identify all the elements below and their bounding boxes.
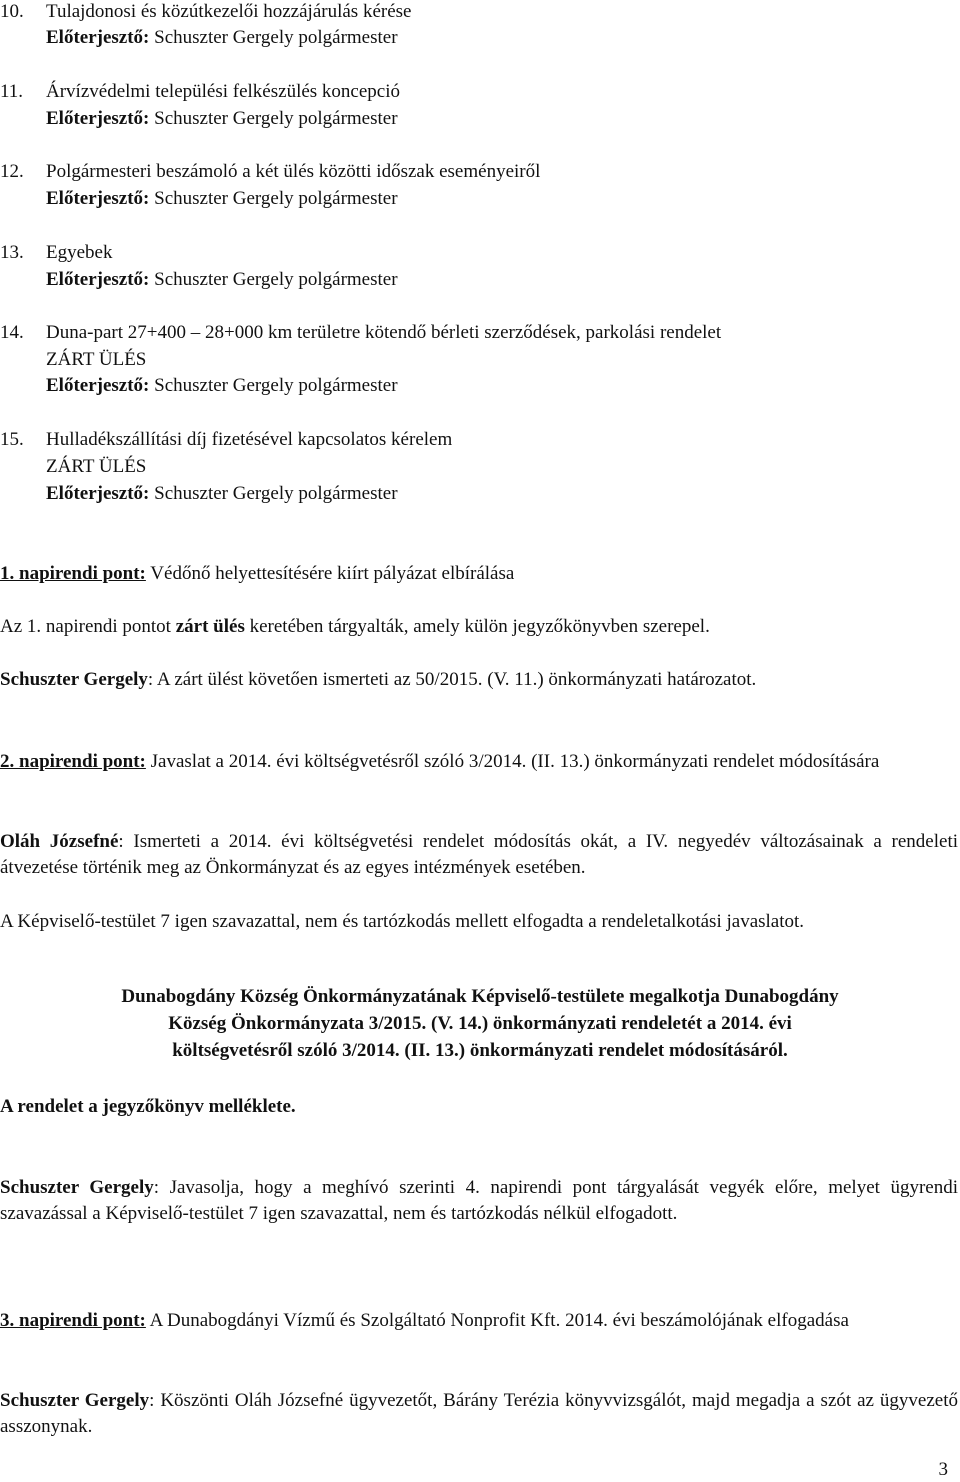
agenda-item-presenter: Előterjesztő: Schuszter Gergely polgármester — [46, 108, 398, 129]
decree-annex-note: A rendelet a jegyzőkönyv melléklete. — [0, 1096, 296, 1117]
agenda-item-closed-session: ZÁRT ÜLÉS — [46, 456, 147, 477]
agenda-item-title: 15. Hulladékszállítási díj fizetésével kapcsolatos kérelem — [0, 429, 453, 450]
agenda-item-presenter: Előterjesztő: Schuszter Gergely polgármester — [46, 483, 398, 504]
item2-paragraph-presentation: Oláh Józsefné: Ismerteti a 2014. évi költségvetési rendelet módosítás okát, a IV. negyedév változásainak a rendeleti átvezetése történik meg az Önkormányzat és az egyes intézmények esetében. — [0, 831, 959, 878]
item3-heading: 3. napirendi pont: A Dunabogdányi Vízmű és Szolgáltató Nonprofit Kft. 2014. évi beszámolójának elfogadása — [0, 1310, 849, 1331]
page-number: 3 — [938, 1459, 948, 1480]
speaker-name: Schuszter Gergely — [0, 1390, 150, 1411]
agenda-item-number: 14. — [0, 322, 24, 343]
item1-paragraph-resolution: Schuszter Gergely: A zárt ülést követően ismerteti az 50/2015. (V. 11.) önkormányzati határozatot. — [0, 669, 757, 690]
agenda-item-title: 10. Tulajdonosi és közútkezelői hozzájárulás kérése — [0, 1, 412, 22]
agenda-item-presenter: Előterjesztő: Schuszter Gergely polgármester — [46, 269, 398, 290]
speaker-name: Schuszter Gergely — [0, 669, 148, 690]
agenda-item-presenter: Előterjesztő: Schuszter Gergely polgármester — [46, 375, 398, 396]
decree-line-3: költségvetésről szóló 3/2014. (II. 13.) önkormányzati rendelet módosításáról. — [172, 1040, 788, 1061]
agenda-item-presenter: Előterjesztő: Schuszter Gergely polgármester — [46, 27, 398, 48]
agenda-item-closed-session: ZÁRT ÜLÉS — [46, 349, 147, 370]
item2-paragraph-proposal: Schuszter Gergely: Javasolja, hogy a meghívó szerinti 4. napirendi pont tárgyalását vegyék előre, melyet ügyrendi szavazással a Képviselő-testület 7 igen szavazattal, nem és tartózkodás nélkül elfogadott. — [0, 1177, 959, 1224]
item2-vote-result: A Képviselő-testület 7 igen szavazattal, nem és tartózkodás mellett elfogadta a rendeletalkotási javaslatot. — [0, 911, 805, 932]
agenda-item-number: 10. — [0, 1, 24, 22]
agenda-item-number: 15. — [0, 429, 24, 450]
agenda-item-title: 13. Egyebek — [0, 242, 113, 263]
agenda-item-number: 13. — [0, 242, 24, 263]
speaker-name: Oláh Józsefné — [0, 831, 119, 852]
agenda-item-number: 11. — [0, 81, 24, 102]
agenda-item-title: 12. Polgármesteri beszámoló a két ülés közötti időszak eseményeiről — [0, 161, 541, 182]
agenda-item-title: 11. Árvízvédelmi települési felkészülés koncepció — [0, 81, 401, 102]
item3-paragraph-welcome: Schuszter Gergely: Köszönti Oláh Józsefné ügyvezetőt, Bárány Terézia könyvvizsgálót, majd megadja a szót az ügyvezető asszonynak. — [0, 1390, 958, 1437]
speaker-name: Schuszter Gergely — [0, 1177, 154, 1198]
item1-paragraph-closed-session: Az 1. napirendi pontot zárt ülés keretében tárgyalták, amely külön jegyzőkönyvben szerepel. — [0, 616, 710, 637]
item1-heading: 1. napirendi pont: Védőnő helyettesítésére kiírt pályázat elbírálása — [0, 563, 515, 584]
item2-heading: 2. napirendi pont: Javaslat a 2014. évi költségvetésről szóló 3/2014. (II. 13.) önkormányzati rendelet módosítására — [0, 751, 880, 772]
decree-line-1: Dunabogdány Község Önkormányzatának Képviselő-testülete megalkotja Dunabogdány — [121, 986, 839, 1007]
agenda-item-presenter: Előterjesztő: Schuszter Gergely polgármester — [46, 188, 398, 209]
agenda-item-number: 12. — [0, 161, 24, 182]
agenda-item-title: 14. Duna-part 27+400 – 28+000 km területre kötendő bérleti szerződések, parkolási rendelet — [0, 322, 722, 343]
decree-line-2: Község Önkormányzata 3/2015. (V. 14.) önkormányzati rendeletét a 2014. évi — [168, 1013, 792, 1034]
